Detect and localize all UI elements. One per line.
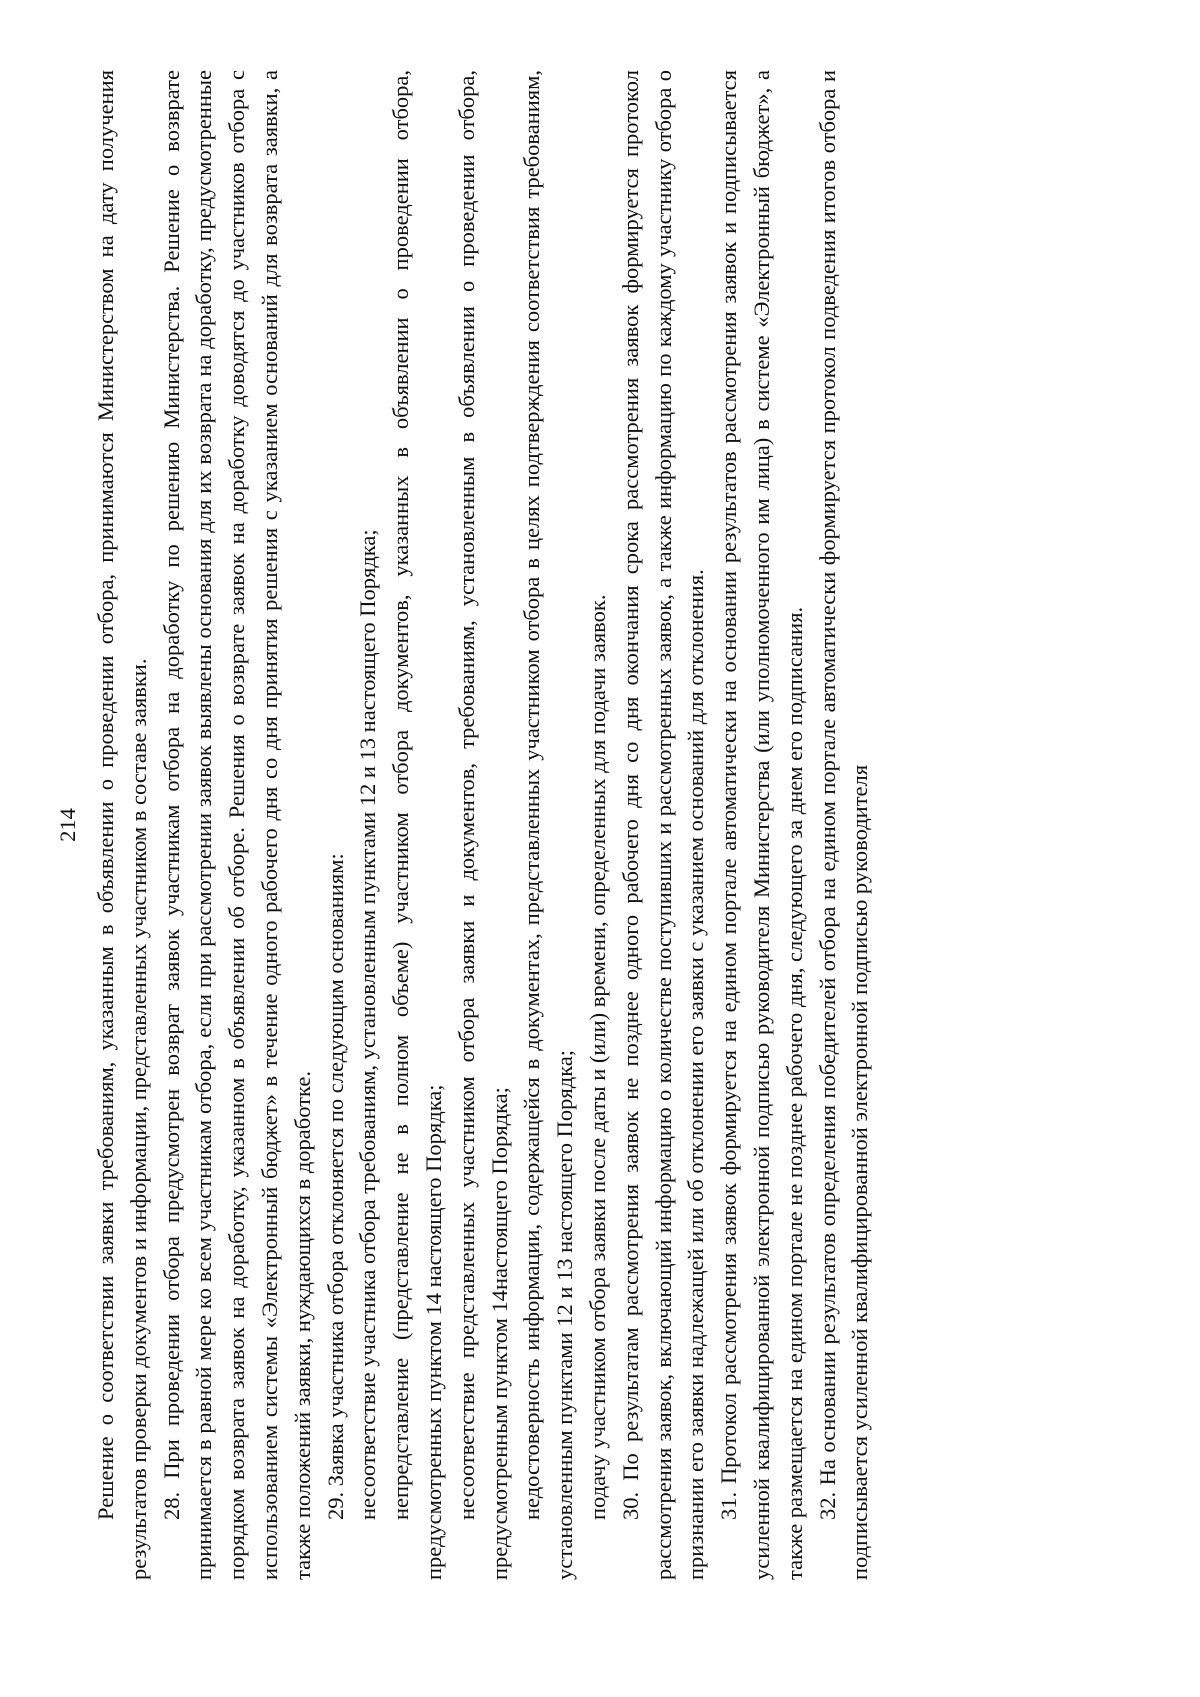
paragraph-32: 32. На основании результатов определения победителей отбора на едином портале автоматически формируется протокол подведения итогов отбора и подписывается усиленной квалифицированной электронной подписью руководителя: [814, 70, 873, 1580]
paragraph-decision: Решение о соответствии заявки требованиям, указанным в объявлении о проведении отбора, принимаются Министерством на дату получения результатов проверки документов и информации, представленных участником в составе заявки.: [93, 70, 151, 1580]
page-number: 214: [55, 808, 80, 842]
paragraph-29-item-5: подачу участником отбора заявки после даты и (или) времени, определенных для подачи заявок.: [584, 594, 610, 1520]
paragraph-29-item-1: несоответствие участника отбора требованиям, установленным пунктами 12 и 13 настоящего Порядка;: [355, 529, 381, 1520]
paragraph-29-item-4: недостоверность информации, содержащейся в документах, представленных участником отбора в целях подтверждения соответствия требованиям, установленным пунктами 12 и 13 настоящего Порядка;: [519, 70, 578, 1580]
paragraph-28: 28. При проведении отбора предусмотрен возврат заявок участникам отбора на доработку по решению Министерства. Решение о возврате принимается в равной мере ко всем участникам отбора, если при рассмотрении заявок выявлены основания для их возврата на доработку, предусмотренные порядком возврата заявок на доработку, указанном в объявлении об отборе. Решения о возврате заявок на доработку доводятся до участников отбора с использованием системы «Электронный бюджет» в течение одного рабочего дня со дня принятия решения с указанием оснований для возврата заявки, а также положений заявки, нуждающихся в доработке.: [158, 70, 315, 1580]
paragraph-30: 30. По результатам рассмотрения заявок не позднее одного рабочего дня со дня окончания срока рассмотрения заявок формируется протокол рассмотрения заявок, включающий информацию о количестве поступивших и рассмотренных заявок, а также информацию по каждому участнику отбора о признании его заявки надлежащей или об отклонении его заявки с указанием оснований для отклонения.: [617, 70, 709, 1580]
paragraph-29-item-2: непредставление (представление не в полном объеме) участником отбора документов, указанных в объявлении о проведении отбора, предусмотренных пунктом 14 настоящего Порядка;: [388, 70, 446, 1580]
paragraph-29: 29. Заявка участника отбора отклоняется по следующим основаниям:: [322, 853, 348, 1520]
rotated-text-frame: [45, 70, 875, 1580]
paragraph-29-item-3: несоответствие представленных участником отбора заявки и документов, требованиям, установленным в объявлении о проведении отбора, предусмотренным пунктом 14настоящего Порядка;: [453, 70, 512, 1580]
paragraph-31: 31. Протокол рассмотрения заявок формируется на едином портале автоматически на основании результатов рассмотрения заявок и подписывается усиленной квалифицированной электронной подписью руководителя Министерства (или уполномоченного им лица) в системе «Электронный бюджет», а также размещается на едином портале не позднее рабочего дня, следующего за днем его подписания.: [716, 70, 807, 1580]
